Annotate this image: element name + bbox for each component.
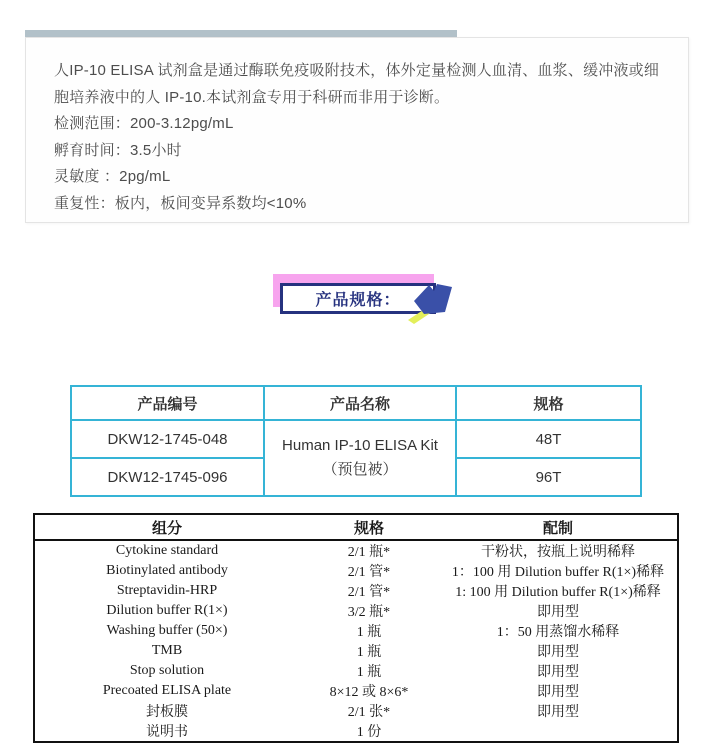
- col-header-product-name: 产品名称: [264, 386, 456, 420]
- components-table: [33, 513, 679, 743]
- table-row: [34, 641, 678, 661]
- component-name: Stop solution: [129, 663, 205, 678]
- table-row: [34, 681, 678, 701]
- component-preparation: 即用型: [537, 705, 579, 720]
- component-name: Streptavidin-HRP: [116, 583, 218, 598]
- component-preparation: 即用型: [537, 665, 579, 680]
- table-row: [34, 581, 678, 601]
- table-row: [34, 601, 678, 621]
- intro-stat-sensitivity: 灵敏度 ：2pg/mL: [54, 168, 171, 185]
- component-amount: 1 瓶: [356, 665, 382, 680]
- col-header-product-code: 产品编号: [71, 386, 264, 420]
- component-amount: 2/1 管*: [347, 565, 391, 580]
- product-name-cell: [264, 420, 456, 496]
- product-name-line1: Human IP-10 ELISA Kit: [282, 437, 438, 454]
- component-name: Biotinylated antibody: [106, 563, 228, 578]
- component-amount: 2/1 瓶*: [347, 545, 391, 560]
- table-row: [34, 621, 678, 641]
- component-preparation: 1：100 用 Dilution buffer R(1×)稀释: [451, 565, 665, 580]
- col-header-amount: 规格: [299, 514, 439, 540]
- component-amount: 1 瓶: [356, 625, 382, 640]
- component-preparation: 1：50 用蒸馏水稀释: [496, 625, 620, 640]
- brush-flag-icon: [406, 274, 458, 326]
- intro-stat-repeatability: 重复性：板内，板间变异系数均<10%: [54, 194, 307, 212]
- product-name-line2: （预包被）: [322, 461, 398, 478]
- component-preparation: [439, 721, 678, 742]
- component-name: Cytokine standard: [115, 543, 219, 558]
- table-row: [34, 701, 678, 721]
- component-name: TMB: [151, 643, 183, 658]
- col-header-spec: 规格: [456, 386, 641, 420]
- table-row: [34, 721, 678, 742]
- intro-stat-incubation: 孵育时间：3.5小时: [54, 141, 182, 159]
- product-size-cell: 96T: [456, 458, 641, 496]
- col-header-component: 组分: [34, 514, 299, 540]
- table-row: [71, 420, 641, 458]
- component-preparation: 干粉状，按瓶上说明稀释: [481, 545, 635, 560]
- component-preparation: 即用型: [537, 645, 579, 660]
- product-table: [70, 385, 642, 497]
- component-name: Dilution buffer R(1×): [106, 603, 228, 618]
- component-amount: 1 份: [356, 725, 382, 740]
- component-preparation: 1: 100 用 Dilution buffer R(1×)稀释: [455, 585, 661, 600]
- spec-banner: [273, 274, 463, 326]
- component-name: 说明书: [146, 725, 188, 740]
- product-size-cell: 48T: [456, 420, 641, 458]
- intro-description: 人IP-10 ELISA 试剂盒是通过酶联免疫吸附技术，体外定量检测人血清、血浆、缓冲液或细胞培养液中的人 IP-10.本试剂盒专用于科研而非用于诊断。: [54, 62, 660, 106]
- component-preparation: 即用型: [537, 605, 579, 620]
- component-amount: 3/2 瓶*: [347, 605, 391, 620]
- col-header-preparation: 配制: [439, 514, 678, 540]
- product-code-cell: DKW12-1745-096: [71, 458, 264, 496]
- component-amount: 2/1 管*: [347, 585, 391, 600]
- product-code-cell: DKW12-1745-048: [71, 420, 264, 458]
- product-table-header-row: [71, 386, 641, 420]
- component-amount: 2/1 张*: [347, 705, 391, 720]
- component-preparation: 即用型: [537, 685, 579, 700]
- table-row: [34, 661, 678, 681]
- intro-card: [25, 37, 689, 223]
- component-name: 封板膜: [146, 705, 188, 720]
- component-amount: 1 瓶: [356, 645, 382, 660]
- table-row: [34, 561, 678, 581]
- component-name: Washing buffer (50×): [106, 623, 228, 638]
- banner-label: 产品规格：: [315, 292, 401, 309]
- component-amount: 8×12 或 8×6*: [329, 685, 409, 700]
- component-name: Precoated ELISA plate: [102, 683, 232, 698]
- components-header-row: [34, 514, 678, 540]
- table-row: [34, 540, 678, 561]
- intro-stat-range: 检测范围：200-3.12pg/mL: [54, 115, 234, 132]
